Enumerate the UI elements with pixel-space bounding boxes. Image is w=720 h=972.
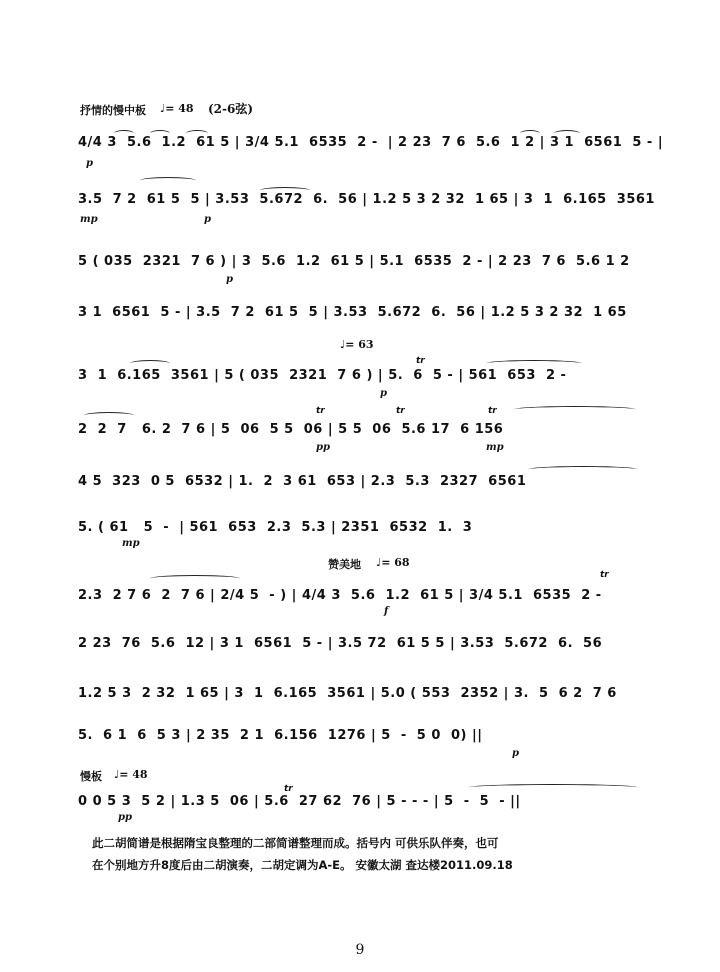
dynamic-p: p (380, 388, 387, 399)
slur-mark (140, 177, 196, 184)
tempo-mark: ♩= 48 (160, 102, 194, 115)
score-line-9: 2.3 2 7 6 2 7 6 | 2/4 5 - ) | 4/4 3 5.6 1.2 61 5 | 3/4 5.1 6535 2 - (78, 588, 602, 603)
score-line-2: 3.5 7 2 61 5 5 | 3.53 5.672 6. 56 | 1.2 5 3 2 32 1 65 | 3 1 6.165 3561 (78, 192, 655, 207)
slur-mark (468, 784, 638, 791)
score-line-6: 2 2 7 6. 2 7 6 | 5 06 5 5 06 | 5 5 06 5.6 17 6 156 (78, 422, 504, 437)
score-line-8: 5. ( 61 5 - | 561 653 2.3 5.3 | 2351 6532 1. 3 (78, 520, 473, 535)
footnote-line-1: 此二胡简谱是根据隋宝良整理的二部简谱整理而成。括号内 可供乐队伴奏，也可 (92, 836, 499, 850)
dynamic-pp: pp (118, 812, 132, 823)
trill-mark: tr (316, 406, 325, 416)
tempo-title: 抒情的慢中板 (80, 104, 146, 117)
slur-mark (84, 412, 134, 419)
slur-mark (150, 575, 240, 582)
tempo-change-63: ♩= 63 (340, 338, 374, 351)
slur-mark (554, 130, 580, 137)
slur-mark (114, 130, 134, 137)
trill-mark: tr (284, 784, 293, 794)
dynamic-p: p (86, 158, 93, 169)
tempo-change-title: 慢板 (80, 770, 102, 783)
slur-mark (150, 130, 170, 137)
score-line-3: 5 ( 035 2321 7 6 ) | 3 5.6 1.2 61 5 | 5.1 6535 2 - | 2 23 7 6 5.6 1 2 (78, 254, 630, 269)
slur-mark (260, 187, 310, 194)
score-line-11: 1.2 5 3 2 32 1 65 | 3 1 6.165 3561 | 5.0 ( 553 2352 | 3. 5 6 2 7 6 (78, 686, 617, 701)
score-line-10: 2 23 76 5.6 12 | 3 1 6561 5 - | 3.5 72 61 5 5 | 3.53 5.672 6. 56 (78, 636, 603, 651)
string-mark: (2-6弦) (208, 102, 254, 116)
trill-mark: tr (396, 406, 405, 416)
dynamic-p: p (512, 748, 519, 759)
dynamic-p: p (226, 274, 233, 285)
score-line-5: 3 1 6.165 3561 | 5 ( 035 2321 7 6 ) | 5. 6 5 - | 561 653 2 - (78, 368, 567, 383)
tempo-change-title: 赞美地 (328, 558, 361, 571)
score-line-4: 3 1 6561 5 - | 3.5 7 2 61 5 5 | 3.53 5.672 6. 56 | 1.2 5 3 2 32 1 65 (78, 305, 627, 320)
dynamic-pp: pp (316, 442, 330, 453)
dynamic-p: p (204, 214, 211, 225)
dynamic-mp: mp (122, 538, 140, 549)
dynamic-f: f (384, 606, 389, 617)
slur-mark (186, 130, 208, 137)
slur-mark (528, 466, 638, 473)
score-line-13: 0 0 5 3 5 2 | 1.3 5 06 | 5.6 27 62 76 | 5 - - - | 5 - 5 - || (78, 794, 521, 809)
score-line-12: 5. 6 1 6 5 3 | 2 35 2 1 6.156 1276 | 5 - 5 0 0) || (78, 728, 483, 743)
dynamic-mp: mp (80, 214, 98, 225)
score-line-1: 4/4 3 5.6 1.2 61 5 | 3/4 5.1 6535 2 - | 2 23 7 6 5.6 1 2 | 3 1 6561 5 - | (78, 135, 664, 150)
footnote-line-2: 在个别地方升8度后由二胡演奏，二胡定调为A-E。 安徽太湖 查达楼2011.09.18 (92, 858, 513, 872)
dynamic-mp: mp (486, 442, 504, 453)
page-number: 9 (355, 942, 365, 958)
score-line-7: 4 5 323 0 5 6532 | 1. 2 3 61 653 | 2.3 5.3 2327 6561 (78, 474, 527, 489)
tempo-change-48: ♩= 48 (114, 768, 148, 781)
tempo-change-68: ♩= 68 (376, 556, 410, 569)
slur-mark (514, 406, 636, 413)
slur-mark (130, 360, 170, 367)
slur-mark (486, 360, 582, 367)
trill-mark: tr (488, 406, 497, 416)
trill-mark: tr (416, 356, 425, 366)
trill-mark: tr (600, 570, 609, 580)
slur-mark (520, 130, 540, 137)
